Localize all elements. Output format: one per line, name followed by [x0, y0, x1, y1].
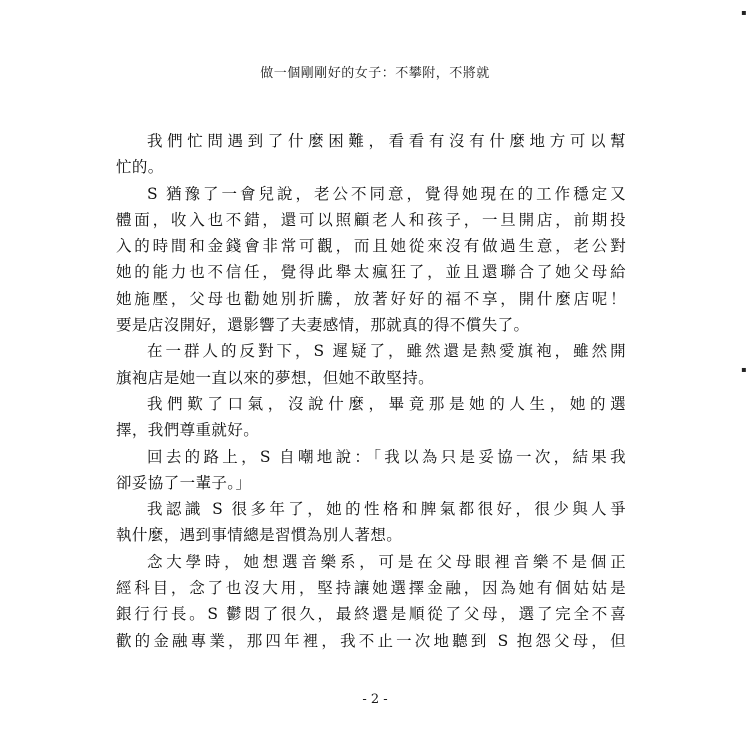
text-line: 歡的金融專業，那四年裡，我不止一次地聽到 S 抱怨父母，但 — [116, 631, 626, 650]
text-line: 在一群人的反對下，S 遲疑了，雖然還是熱愛旗袍，雖然開 — [147, 342, 626, 361]
text-line: 她的能力也不信任，覺得此舉太瘋狂了，並且還聯合了她父母給 — [116, 263, 626, 282]
text-line: 她施壓，父母也勸她別折騰，放著好好的福不享，開什麼店呢！ — [116, 289, 626, 308]
text-line: 要是店沒開好，還影響了夫妻感情，那就真的得不償失了。 — [116, 316, 530, 335]
text-line: 執什麼，遇到事情總是習慣為別人著想。 — [116, 526, 403, 545]
edge-mark-top: ▪ — [741, 8, 747, 17]
text-line: 經科目，念了也沒大用，堅持讓她選擇金融，因為她有個姑姑是 — [116, 579, 626, 598]
running-header: 做一個剛剛好的女子：不攀附，不將就 — [260, 66, 490, 81]
text-line: 旗袍店是她一直以來的夢想，但她不敢堅持。 — [116, 368, 435, 387]
text-line: 我們歎了口氣，沒說什麼，畢竟那是她的人生，她的選 — [147, 394, 626, 413]
page-number: - 2 - — [362, 692, 388, 707]
text-line: S 猶豫了一會兒說，老公不同意，覺得她現在的工作穩定又 — [147, 184, 626, 203]
edge-mark-middle: ▪ — [741, 365, 747, 374]
text-line: 銀行行長。S 鬱悶了很久，最終還是順從了父母，選了完全不喜 — [116, 605, 626, 624]
text-line: 卻妥協了一輩子。」 — [116, 473, 252, 492]
text-line: 我們忙問遇到了什麼困難，看看有沒有什麼地方可以幫 — [147, 132, 626, 150]
text-line: 入的時間和金錢會非常可觀，而且她從來沒有做過生意，老公對 — [116, 237, 626, 256]
text-line: 念大學時，她想選音樂系，可是在父母眼裡音樂不是個正 — [147, 552, 626, 571]
text-line: 體面，收入也不錯，還可以照顧老人和孩子，一旦開店，前期投 — [116, 210, 626, 229]
body-text — [116, 128, 626, 654]
text-line: 忙的。 — [116, 158, 164, 177]
text-line: 擇，我們尊重就好。 — [116, 421, 260, 440]
text-line: 我認識 S 很多年了，她的性格和脾氣都很好，很少與人爭 — [147, 500, 626, 519]
text-line: 回去的路上，S 自嘲地說：「我以為只是妥協一次，結果我 — [147, 447, 626, 466]
